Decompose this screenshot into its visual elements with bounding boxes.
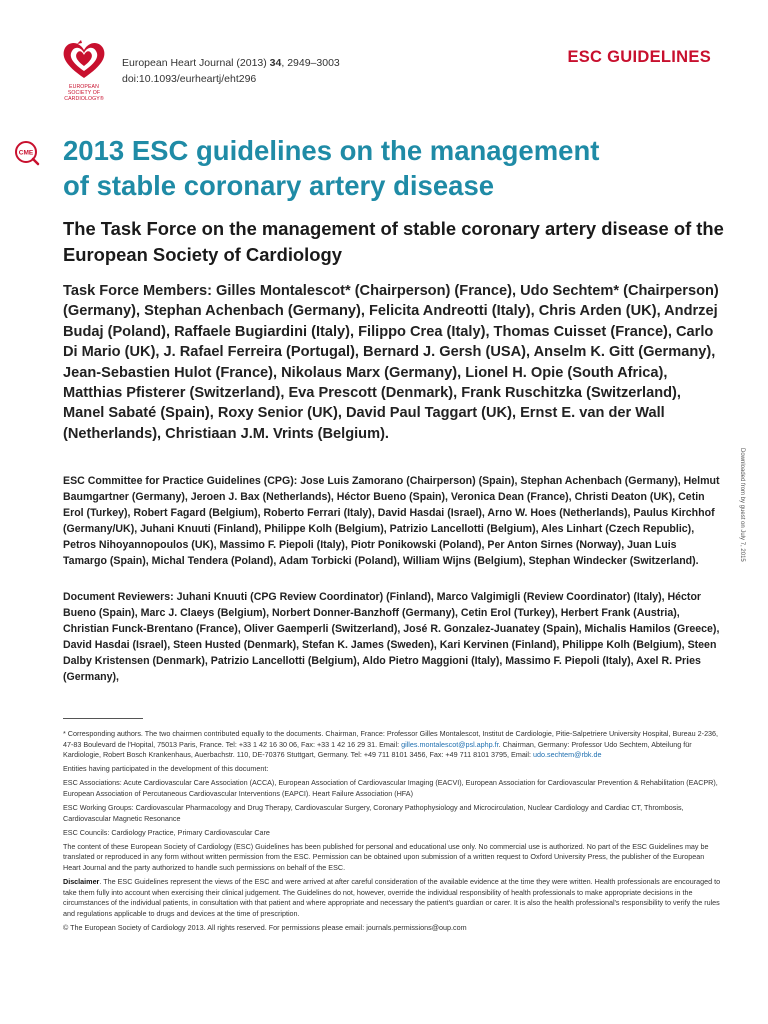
corr-text-1: * Corresponding authors. The two chairmen contributed equally to the documents. Chairman, France: Professor Gilles Montalescot, Institut de Cardiologie, Pitie-Salpetriere University Hospital, Bureau 2-236, 47-83 Boulevard de l'Hopital, 75013 Paris, France. Tel: +33 1 42 16 30 06, Fax: +33 1 42 16 29 31. Email: [63,729,719,749]
logo-line-1: EUROPEAN [69,84,99,90]
document-reviewers: Document Reviewers: Juhani Knuuti (CPG Review Coordinator) (Finland), Marco Valgimigli (Review Coordinator) (Italy), Héctor Bueno (Spain), Marc J. Claeys (Belgium), Norbert Donner-Banzhoff (Germany), Cetin Erol (Turkey), Herbert Frank (Austria), Christian Funck-Brentano (France), Oliver Gaemperli (Switzerland), José R. Gonzalez-Juanatey (Spain), Michalis Hamilos (Greece), David Hasdai (Israel), Steen Husted (Denmark), Stefan K. James (Sweden), Kari Kervinen (Finland), Philippe Kolh (Belgium), Steen Dalby Kristensen (Denmark), Patrizio Lancellotti (Belgium), Aldo Pietro Maggioni (Italy), Massimo F. Piepoli (Italy), Axel R. Pries (Germany), [63,591,720,683]
side-note-text: Downloaded from by guest on July 7, 2015 [739,448,745,562]
page-title [63,133,703,203]
cme-badge-icon [14,140,40,166]
title-line-2: of stable coronary artery disease [63,170,495,201]
cme-label: CME [18,149,34,157]
logo-line-2: SOCIETY OF [67,90,101,96]
subtitle: The Task Force on the management of stable coronary artery disease of the European Society of Cardiology [63,218,724,265]
esc-guidelines-tag: ESC GUIDELINES [567,48,711,66]
disclaimer-label: Disclaimer [63,877,100,887]
copyright-note: © The European Society of Cardiology 2013. All rights reserved. For permissions please email: journals.permissions@oup.com [63,923,467,932]
task-force-members: Task Force Members: Gilles Montalescot* (Chairperson) (France), Udo Sechtem* (Chairperson) (Germany), Stephan Achenbach (Germany), Felicita Andreotti (Italy), Chris Arden (UK), Andrzej Budaj (Poland), Raffaele Bugiardini (Italy), Filippo Crea (Italy), Thomas Cuisset (France), Carlo Di Mario (UK), J. Rafael Ferreira (Portugal), Bernard J. Gersh (USA), Anselm K. Gitt (Germany), Jean-Sebastien Hulot (France), Nikolaus Marx (Germany), Lionel H. Opie (South Africa), Matthias Pfisterer (Switzerland), Eva Prescott (Denmark), Frank Ruschitzka (Switzerland), Manel Sabaté (Spain), Roxy Senior (UK), David Paul Taggart (UK), Ernst E. van der Wall (Netherlands), Christiaan J.M. Vrints (Belgium). [63,283,719,442]
footnotes [63,729,723,937]
esc-logo [55,38,113,108]
disclaimer-text: . The ESC Guidelines represent the views of the ESC and were arrived at after careful consideration of the available evidence at the time they were written. Health professionals are encouraged to take them fully into account when exercising their clinical judgement. The Guidelines do not, however, override the individual responsibility of health professionals to make appropriate decisions in the circumstances of the individual patients, in consultation with that patient and where appropriate and necessary the patient's guardian or carer. It is also the health professional's responsibility to verify the rules and regulations applicable to drugs and devices at the time of prescription. [63,877,721,918]
content-note: The content of these European Society of Cardiology (ESC) Guidelines has been published for personal and educational use only. No commercial use is authorized. No part of the ESC Guidelines may be translated or reproduced in any form without written permission from the ESC. Permission can be obtained upon submission of a written request to Oxford University Press, the publisher of the European Heart Journal and the party authorized to handle such permissions on behalf of the ESC. [63,841,709,873]
heart-logo-icon [55,38,113,82]
logo-line-3: CARDIOLOGY® [64,96,104,102]
disclaimer-note [63,877,723,919]
download-side-note [736,448,746,578]
councils-note: ESC Councils: Cardiology Practice, Primary Cardiovascular Care [63,827,270,837]
title-line-1: 2013 ESC guidelines on the management [63,135,600,166]
journal-pages: , 2949–3003 [281,57,340,69]
email-link-1[interactable]: gilles.montalescot@psl.aphp.fr [401,739,499,749]
corresponding-authors [63,729,723,761]
footnote-divider [63,718,143,719]
journal-volume: 34 [269,57,282,69]
journal-citation [122,55,340,87]
email-link-2[interactable]: udo.sechtem@rbk.de [533,750,602,760]
associations-note: ESC Associations: Acute Cardiovascular Care Association (ACCA), European Association of Cardiovascular Imaging (EACVI), European Association for Cardiovascular Prevention & Rehabilitation (EACPR), European Association of Percutaneous Cardiovascular Interventions (EAPCI). Heart Failure Association (HFA) [63,778,718,798]
journal-line [122,55,340,71]
cpg-committee: ESC Committee for Practice Guidelines (CPG): Jose Luis Zamorano (Chairperson) (Spain), Stephan Achenbach (Germany), Helmut Baumgartner (Germany), Jeroen J. Bax (Netherlands), Héctor Bueno (Spain), Veronica Dean (France), Christi Deaton (UK), Cetin Erol (Turkey), Robert Fagard (Belgium), Roberto Ferrari (Italy), David Hasdai (Israel), Arno W. Hoes (Netherlands), Paulus Kirchhof (Germany/UK), Juhani Knuuti (Finland), Philippe Kolh (Belgium), Patrizio Lancellotti (Belgium), Ales Linhart (Czech Republic), Petros Nihoyannopoulos (UK), Massimo F. Piepoli (Italy), Piotr Ponikowski (Poland), Per Anton Sirnes (Norway), Juan Luis Tamargo (Spain), Michal Tendera (Poland), Adam Torbicki (Poland), William Wijns (Belgium), Stephan Windecker (Switzerland). [63,475,720,567]
working-groups-note: ESC Working Groups: Cardiovascular Pharmacology and Drug Therapy, Cardiovascular Surgery, Coronary Pathophysiology and Microcirculation, Nuclear Cardiology and Cardiac CT, Thrombosis, Cardiovascular Magnetic Resonance [63,803,684,823]
entities-note: Entities having participated in the development of this document: [63,764,269,774]
corr-text-2: . Chairman, Germany: Professor Udo Sechtem, Abteilung für Kardiologie, Robert Bosch Krankenhaus, Auerbachstr. 110, DE-70376 Stuttgart, Germany. Tel: +49 711 8101 3456, Fax: +49 711 8101 3795, Email: [63,739,692,760]
doi: doi:10.1093/eurheartj/eht296 [122,73,257,85]
journal-name: European Heart Journal (2013) [122,57,270,69]
